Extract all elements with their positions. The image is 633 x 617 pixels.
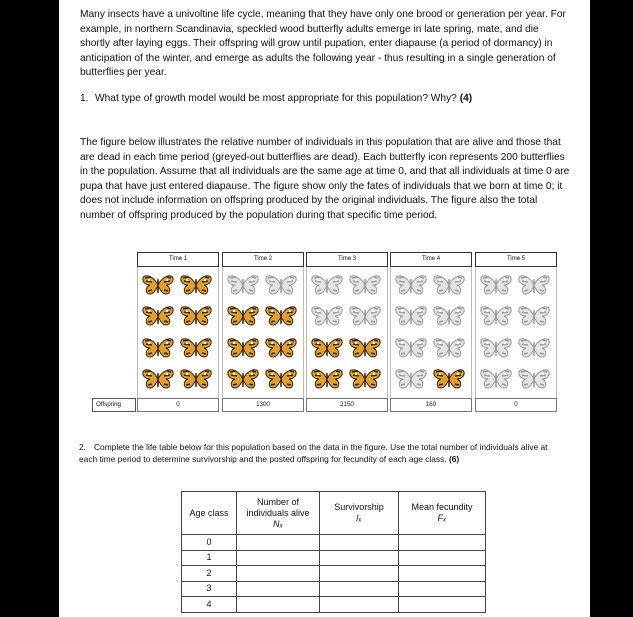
- offspring-value: 1300: [222, 398, 304, 412]
- time-period-label: Time 4: [390, 252, 472, 267]
- dead-butterfly-icon: [432, 336, 466, 360]
- intro-paragraph: Many insects have a univoltine life cycle, meaning that they have only one brood or generation per year. For example, in northern Scandinavia, speckled wood butterfly adults emerge in late spring, mate, and die shortly after laying eggs. Their offspring will grow until pupation, enter diapause (a period of dormancy) in anticipation of the winter, and emerge as adults the following year - thus resulting in a single generation of butterflies per year.: [80, 9, 566, 79]
- age-class-cell: 3: [182, 581, 237, 597]
- alive-butterfly-icon: [226, 367, 260, 391]
- number-alive-input-cell[interactable]: [237, 581, 320, 597]
- alive-butterfly-icon: [226, 304, 260, 328]
- alive-butterfly-icon: [179, 367, 213, 391]
- alive-butterfly-icon: [179, 336, 213, 360]
- alive-butterfly-icon: [141, 304, 175, 328]
- question-1-text: What type of growth model would be most appropriate for this population? Why?: [95, 93, 457, 104]
- alive-butterfly-icon: [141, 273, 175, 297]
- dead-butterfly-icon: [394, 273, 428, 297]
- question-1: [80, 92, 570, 107]
- fecundity-input-cell[interactable]: [399, 535, 486, 551]
- table-row: [182, 566, 486, 582]
- offspring-value: 2150: [306, 398, 388, 412]
- question-2-points: (6): [448, 454, 460, 465]
- number-alive-input-cell[interactable]: [237, 566, 320, 582]
- alive-butterfly-icon: [348, 367, 382, 391]
- alive-butterfly-icon: [179, 273, 213, 297]
- alive-butterfly-icon: [310, 336, 344, 360]
- time-period-label: Time 5: [475, 252, 557, 267]
- dead-butterfly-icon: [479, 304, 513, 328]
- header-number-alive: Number of individuals alive Nₓ: [237, 492, 320, 535]
- dead-butterfly-icon: [432, 273, 466, 297]
- time-period-label: Time 2: [222, 252, 304, 267]
- dead-butterfly-icon: [226, 273, 260, 297]
- number-alive-input-cell[interactable]: [237, 550, 320, 566]
- dead-butterfly-icon: [517, 304, 551, 328]
- alive-butterfly-icon: [226, 336, 260, 360]
- survivorship-figure: [92, 252, 561, 415]
- question-1-points: (4): [459, 93, 473, 104]
- table-row: [182, 550, 486, 566]
- figure-description: The figure below illustrates the relative number of individuals in this population that are alive and those that are dead in each time period (greyed-out butterflies are dead). Each butterfly icon represents 200 butterflies in the population. Assume that all individuals are the same age at time 0, and that all individuals at time 0 are pupa that have just entered diapause. The figure show only the fates of individuals that we born at time 0; it does not include information on offspring produced by the original individuals. The figure also the total number of offspring produced by the population during that specific time period.: [80, 137, 570, 221]
- dead-butterfly-icon: [517, 367, 551, 391]
- life-table: [181, 491, 486, 613]
- header-survivorship: Survivorship lₓ: [320, 492, 399, 535]
- dead-butterfly-icon: [310, 273, 344, 297]
- dead-butterfly-icon: [432, 304, 466, 328]
- survivorship-input-cell[interactable]: [320, 566, 399, 582]
- alive-butterfly-icon: [432, 367, 466, 391]
- dead-butterfly-icon: [479, 367, 513, 391]
- time-period-label: Time 1: [137, 252, 219, 267]
- number-alive-input-cell[interactable]: [237, 535, 320, 551]
- survivorship-input-cell[interactable]: [320, 535, 399, 551]
- dead-butterfly-icon: [517, 273, 551, 297]
- dead-butterfly-icon: [264, 273, 298, 297]
- dead-butterfly-icon: [394, 304, 428, 328]
- fecundity-input-cell[interactable]: [399, 597, 486, 613]
- dead-butterfly-icon: [394, 336, 428, 360]
- dead-butterfly-icon: [479, 336, 513, 360]
- question-2: [79, 441, 559, 466]
- dead-butterfly-icon: [517, 336, 551, 360]
- survivorship-input-cell[interactable]: [320, 550, 399, 566]
- offspring-label: Offspring: [92, 398, 136, 412]
- alive-butterfly-icon: [264, 304, 298, 328]
- survivorship-input-cell[interactable]: [320, 581, 399, 597]
- dead-butterfly-icon: [310, 304, 344, 328]
- life-table-header-row: [182, 492, 486, 535]
- header-mean-fecundity: Mean fecundity Fₓ: [399, 492, 486, 535]
- fecundity-input-cell[interactable]: [399, 581, 486, 597]
- dead-butterfly-icon: [348, 273, 382, 297]
- fecundity-input-cell[interactable]: [399, 550, 486, 566]
- time-period-label: Time 3: [306, 252, 388, 267]
- offspring-value: 160: [390, 398, 472, 412]
- table-row: [182, 535, 486, 551]
- fecundity-input-cell[interactable]: [399, 566, 486, 582]
- age-class-cell: 2: [182, 566, 237, 582]
- alive-butterfly-icon: [264, 367, 298, 391]
- age-class-cell: 1: [182, 550, 237, 566]
- alive-butterfly-icon: [141, 367, 175, 391]
- age-class-cell: 0: [182, 535, 237, 551]
- header-age-class: Age class: [182, 492, 237, 535]
- worksheet-page: [59, 0, 590, 617]
- alive-butterfly-icon: [141, 336, 175, 360]
- offspring-value: 0: [137, 398, 219, 412]
- alive-butterfly-icon: [310, 367, 344, 391]
- alive-butterfly-icon: [179, 304, 213, 328]
- alive-butterfly-icon: [264, 336, 298, 360]
- question-2-text: Complete the life table below for this population based on the data in the figure. Use the total number of individuals alive at each time period to determine survivorship and the posted offspring for fecundity of each age class.: [79, 442, 548, 465]
- alive-butterfly-icon: [348, 336, 382, 360]
- offspring-value: 0: [475, 398, 557, 412]
- question-1-number: 1.: [80, 93, 89, 104]
- dead-butterfly-icon: [479, 273, 513, 297]
- table-row: [182, 597, 486, 613]
- survivorship-input-cell[interactable]: [320, 597, 399, 613]
- number-alive-input-cell[interactable]: [237, 597, 320, 613]
- age-class-cell: 4: [182, 597, 237, 613]
- dead-butterfly-icon: [394, 367, 428, 391]
- question-2-number: 2.: [79, 442, 86, 452]
- dead-butterfly-icon: [348, 304, 382, 328]
- table-row: [182, 581, 486, 597]
